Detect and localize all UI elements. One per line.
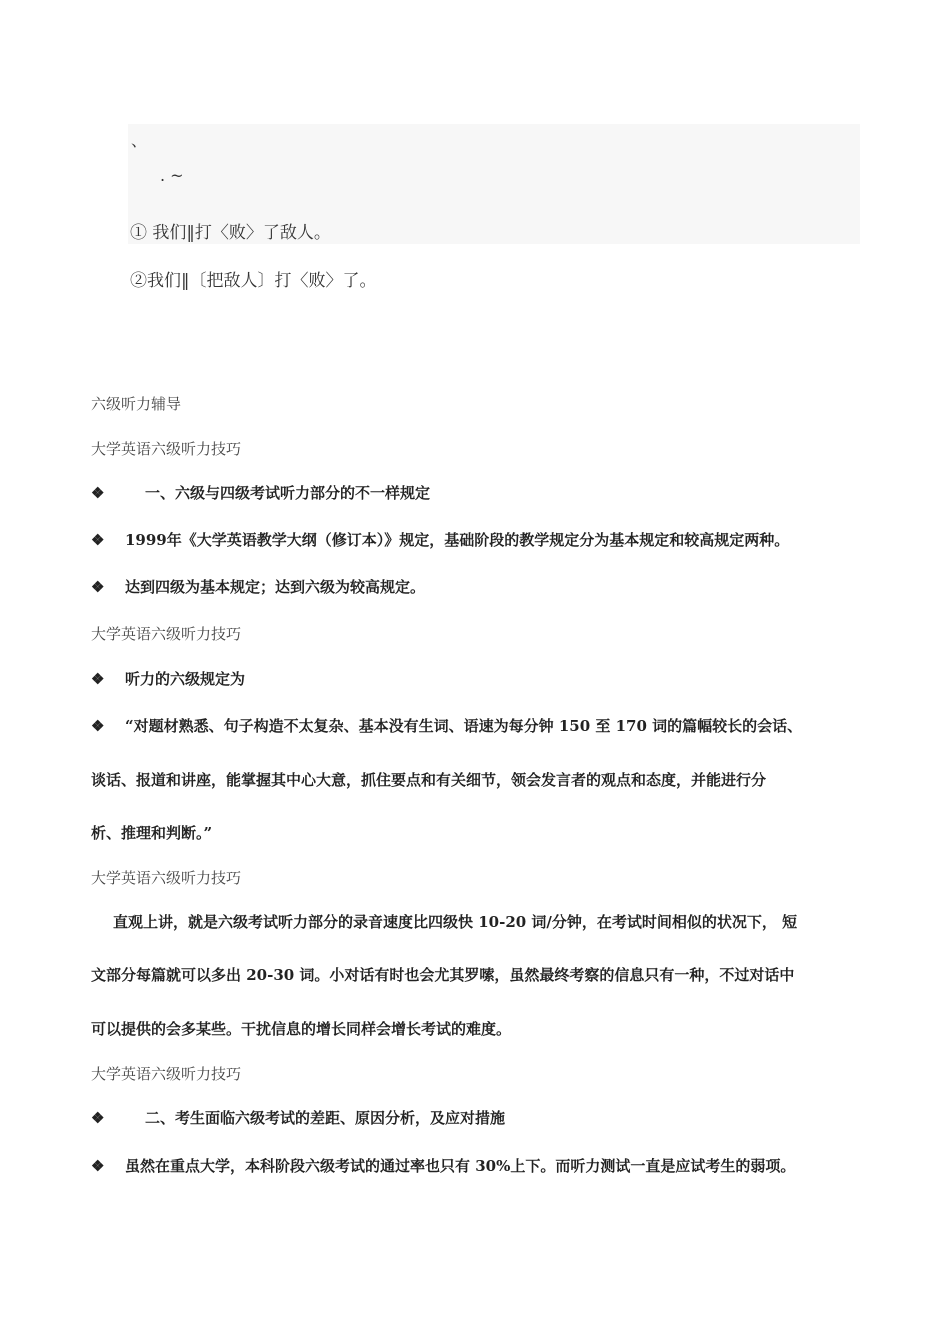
bullet-icon: ❖ (91, 1109, 105, 1127)
stray-mark: . ~ (160, 166, 184, 185)
paragraph-line: 可以提供的会多某些。干扰信息的增长同样会增长考试的难度。 (91, 1020, 512, 1038)
bullet-item (91, 1155, 795, 1176)
example-sentence-2: ②我们‖〔把敌人〕打〈败〉了。 (130, 271, 377, 291)
bullet-text: 一、六级与四级考试听力部分的不一样规定 (145, 484, 431, 502)
bullet-text: 虽然在重点大学，本科阶段六级考试的通过率也只有 30%上下。而听力测试一直是应试考生的弱项。 (125, 1157, 796, 1175)
section-title: 六级听力辅导 (91, 395, 182, 413)
bullet-icon: ❖ (91, 578, 105, 596)
bullet-text: 1999年《大学英语教学大纲（修订本）》规定，基础阶段的教学规定分为基本规定和较高规定两种。 (125, 531, 790, 549)
bullet-text: “对题材熟悉、句子构造不太复杂、基本没有生词、语速为每分钟 150 至 170 词的篇幅较长的会话、 (125, 717, 803, 735)
bullet-item (91, 576, 425, 597)
bullet-icon: ❖ (91, 1157, 105, 1175)
bullet-icon: ❖ (91, 717, 105, 735)
subtitle: 大学英语六级听力技巧 (91, 1065, 242, 1083)
bullet-item (91, 529, 789, 550)
bullet-item (91, 668, 245, 689)
subtitle: 大学英语六级听力技巧 (91, 440, 242, 458)
paragraph-line: 直观上讲，就是六级考试听力部分的录音速度比四级快 10-20 词/分钟，在考试时间相似的状况下， 短 (113, 913, 798, 931)
bullet-text: 听力的六级规定为 (125, 670, 246, 688)
bullet-item (91, 715, 802, 736)
bullet-icon: ❖ (91, 670, 105, 688)
bullet-item (91, 1107, 505, 1128)
bullet-text: 二、考生面临六级考试的差距、原因分析，及应对措施 (145, 1109, 506, 1127)
example-sentence-1: ① 我们‖打〈败〉了敌人。 (130, 223, 331, 243)
bullet-text: 达到四级为基本规定；达到六级为较高规定。 (125, 578, 426, 596)
paragraph-line: 文部分每篇就可以多出 20-30 词。小对话有时也会尤其罗嗦，虽然最终考察的信息只有一种，不过对话中 (91, 966, 795, 984)
paragraph-line: 析、推理和判断。” (91, 824, 213, 842)
paragraph-line: 谈话、报道和讲座，能掌握其中心大意，抓住要点和有关细节，领会发言者的观点和态度，并能进行分 (91, 771, 767, 789)
bullet-icon: ❖ (91, 484, 105, 502)
bullet-icon: ❖ (91, 531, 105, 549)
subtitle: 大学英语六级听力技巧 (91, 869, 242, 887)
subtitle: 大学英语六级听力技巧 (91, 625, 242, 643)
bullet-item (91, 482, 430, 503)
stray-mark: 、 (131, 131, 148, 150)
